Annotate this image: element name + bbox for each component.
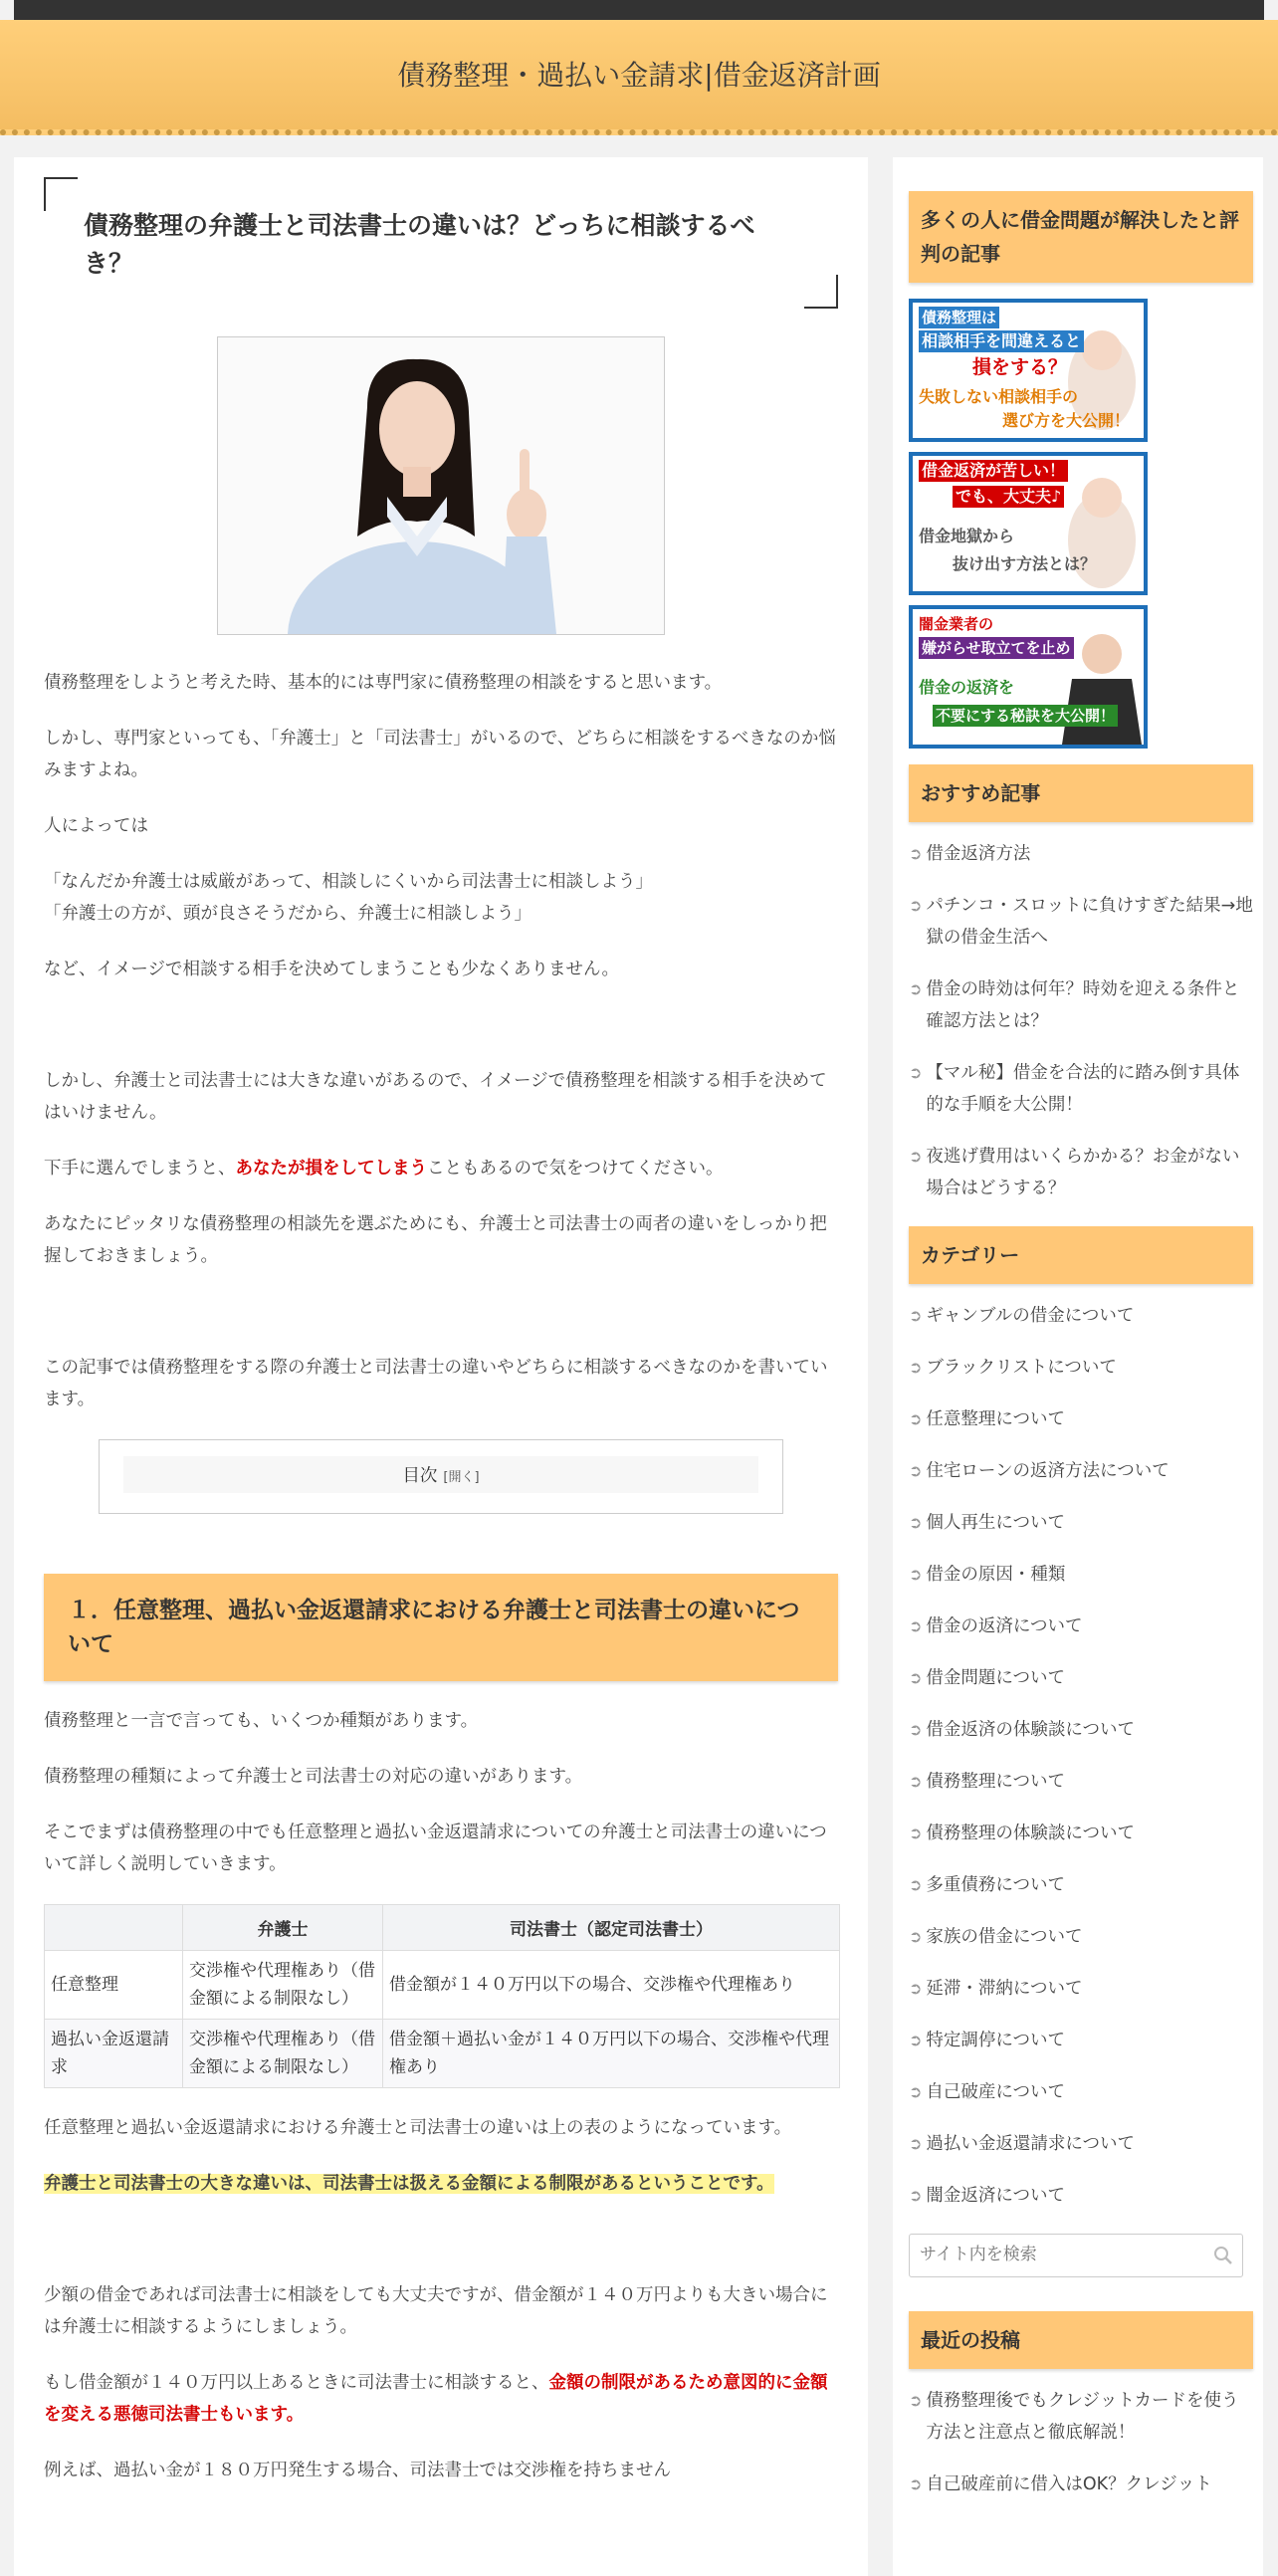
woman-pointing-image bbox=[218, 337, 664, 634]
paragraph: しかし、専門家といっても、「弁護士」と「司法書士」がいるので、どちらに相談をするべきなのか悩みますよね。 bbox=[44, 729, 836, 780]
paragraph: 債務整理と一言で言っても、いくつか種類があります。 bbox=[44, 1711, 479, 1731]
recommended-link[interactable]: 夜逃げ費用はいくらかかる？お金がない場合はどうする？ bbox=[926, 1147, 1240, 1198]
category-link[interactable]: ブラックリストについて bbox=[926, 1358, 1117, 1378]
sidebar-heading-recent: 最近の投稿 bbox=[909, 2311, 1253, 2369]
recent-post-link[interactable]: 自己破産前に借入はOK？クレジット bbox=[926, 2474, 1212, 2494]
recommended-item[interactable] bbox=[909, 838, 1253, 870]
paragraph: 少額の借金であれば司法書士に相談をしても大丈夫ですが、借金額が１４０万円よりも大きい場合には弁護士に相談するようにしましょう。 bbox=[44, 2285, 828, 2337]
recommended-list bbox=[909, 838, 1253, 1204]
chevron-right-icon: ➲ bbox=[909, 1063, 923, 1082]
banner-text: 失敗しない相談相手の bbox=[919, 387, 1079, 406]
recent-post-link[interactable]: 債務整理後でもクレジットカードを使う方法と注意点と徹底解説！ bbox=[926, 2391, 1239, 2443]
category-item[interactable] bbox=[909, 2076, 1253, 2108]
category-item[interactable] bbox=[909, 1921, 1253, 1953]
paragraph: この記事では債務整理をする際の弁護士と司法書士の違いやどちらに相談するべきなのかを書いています。 bbox=[44, 1358, 828, 1409]
title-corner-bottom-right bbox=[804, 275, 838, 309]
article-title-box bbox=[44, 177, 838, 309]
category-link[interactable]: 闇金返済について bbox=[926, 2186, 1066, 2206]
banner-text: 相談相手を間違えると bbox=[919, 330, 1084, 352]
table-cell: 借金額＋過払い金が１４０万円以下の場合、交渉権や代理権あり bbox=[383, 2020, 840, 2088]
category-item[interactable] bbox=[909, 1869, 1253, 1901]
chevron-right-icon: ➲ bbox=[909, 2134, 923, 2153]
table-of-contents bbox=[99, 1439, 783, 1514]
banner-text: 嫌がらせ取立てを止め bbox=[919, 637, 1074, 659]
chevron-right-icon: ➲ bbox=[909, 2186, 923, 2205]
recommended-item[interactable] bbox=[909, 1057, 1253, 1121]
paragraph: 債務整理をしようと考えた時、基本的には専門家に債務整理の相談をすると思います。 bbox=[44, 673, 723, 693]
table-row bbox=[45, 2020, 840, 2088]
chevron-right-icon: ➲ bbox=[909, 1720, 923, 1739]
banner-ad-consult[interactable] bbox=[909, 299, 1148, 442]
chevron-right-icon: ➲ bbox=[909, 1565, 923, 1584]
sidebar bbox=[893, 157, 1263, 2576]
recommended-link[interactable]: パチンコ・スロットに負けすぎた結果→地獄の借金生活へ bbox=[926, 896, 1253, 948]
paragraph: 人によっては bbox=[44, 816, 148, 836]
chevron-right-icon: ➲ bbox=[909, 1875, 923, 1894]
paragraph: など、イメージで相談する相手を決めてしまうことも少なくありません。 bbox=[44, 960, 620, 979]
category-item[interactable] bbox=[909, 1662, 1253, 1694]
category-link[interactable]: 債務整理の体験談について bbox=[926, 1824, 1136, 1843]
category-item[interactable] bbox=[909, 1973, 1253, 2005]
comparison-table bbox=[44, 1904, 840, 2088]
red-emphasis: あなたが損をしてしまう bbox=[235, 1159, 427, 1179]
chevron-right-icon: ➲ bbox=[909, 2031, 923, 2049]
banner-text: 不要にする秘訣を大公開！ bbox=[933, 705, 1118, 727]
category-item[interactable] bbox=[909, 2025, 1253, 2056]
category-item[interactable] bbox=[909, 1352, 1253, 1384]
recommended-link[interactable]: 借金の時効は何年？時効を迎える条件と確認方法とは？ bbox=[926, 979, 1240, 1031]
banner-text: 借金返済が苦しい！ bbox=[919, 460, 1068, 482]
toc-toggle-link[interactable]: [開く] bbox=[443, 1470, 480, 1485]
category-item[interactable] bbox=[909, 1766, 1253, 1798]
paragraph: 任意整理と過払い金返還請求における弁護士と司法書士の違いは上の表のようになっています。 bbox=[44, 2118, 792, 2138]
chevron-right-icon: ➲ bbox=[909, 979, 923, 998]
recommended-link[interactable]: 【マル秘】借金を合法的に踏み倒す具体的な手順を大公開！ bbox=[926, 1063, 1240, 1115]
table-header: 弁護士 bbox=[183, 1905, 383, 1951]
paragraph: しかし、弁護士と司法書士には大きな違いがあるので、イメージで債務整理を相談する相手を決めてはいけません。 bbox=[44, 1071, 827, 1123]
table-header-row bbox=[45, 1905, 840, 1951]
category-item[interactable] bbox=[909, 1610, 1253, 1642]
chevron-right-icon: ➲ bbox=[909, 1824, 923, 1842]
top-bar bbox=[14, 0, 1264, 20]
chevron-right-icon: ➲ bbox=[909, 2391, 923, 2410]
banner-ad-repayment[interactable] bbox=[909, 452, 1148, 595]
quote-paragraph bbox=[44, 866, 838, 930]
banner-text: 選び方を大公開！ bbox=[1002, 411, 1131, 430]
banner-text: 闇金業者の bbox=[919, 615, 994, 633]
category-link[interactable]: 借金返済の体験談について bbox=[926, 1720, 1136, 1740]
quote-line: 「なんだか弁護士は威厳があって、相談しにくいから司法書士に相談しよう」 bbox=[44, 872, 653, 892]
chevron-right-icon: ➲ bbox=[909, 1358, 923, 1377]
chevron-right-icon: ➲ bbox=[909, 1409, 923, 1428]
chevron-right-icon: ➲ bbox=[909, 844, 923, 863]
table-header bbox=[45, 1905, 183, 1951]
toc-label: 目次 bbox=[402, 1466, 438, 1486]
category-item[interactable] bbox=[909, 1507, 1253, 1539]
recommended-item[interactable] bbox=[909, 973, 1253, 1037]
article bbox=[14, 157, 868, 2486]
text-span: 下手に選んでしまうと、 bbox=[44, 1159, 236, 1179]
paragraph: あなたにピッタリな債務整理の相談先を選ぶためにも、弁護士と司法書士の両者の違いをしっかり把握しておきましょう。 bbox=[44, 1214, 827, 1266]
site-search bbox=[909, 2234, 1243, 2277]
recent-posts-list bbox=[909, 2385, 1253, 2500]
recommended-item[interactable] bbox=[909, 890, 1253, 954]
banner-text: でも、大丈夫♪ bbox=[953, 486, 1064, 508]
banner-ad-yamikin[interactable] bbox=[909, 605, 1148, 749]
banner-text: 借金地獄から bbox=[919, 527, 1015, 545]
category-item[interactable] bbox=[909, 2128, 1253, 2160]
sidebar-heading-recommended: おすすめ記事 bbox=[909, 764, 1253, 822]
category-link[interactable]: 過払い金返還請求について bbox=[926, 2134, 1136, 2154]
text-span: もし借金額が１４０万円以上あるときに司法書士に相談すると、 bbox=[44, 2373, 549, 2393]
chevron-right-icon: ➲ bbox=[909, 1772, 923, 1791]
chevron-right-icon: ➲ bbox=[909, 1668, 923, 1687]
section-heading: １．任意整理、過払い金返還請求における弁護士と司法書士の違いについて bbox=[44, 1574, 838, 1681]
chevron-right-icon: ➲ bbox=[909, 2082, 923, 2101]
paragraph bbox=[44, 2367, 838, 2431]
article-photo bbox=[217, 336, 665, 635]
table-cell: 任意整理 bbox=[45, 1951, 183, 2020]
paragraph: 債務整理の種類によって弁護士と司法書士の対応の違いがあります。 bbox=[44, 1767, 583, 1787]
banner-text: 借金の返済を bbox=[919, 678, 1015, 697]
category-list bbox=[909, 1300, 1253, 2212]
category-link[interactable]: 任意整理について bbox=[926, 1409, 1066, 1429]
chevron-right-icon: ➲ bbox=[909, 1306, 923, 1325]
text-span: こともあるので気をつけてください。 bbox=[427, 1159, 724, 1179]
chevron-right-icon: ➲ bbox=[909, 1147, 923, 1166]
search-icon[interactable] bbox=[1212, 2245, 1234, 2266]
banner-text: 損をする？ bbox=[972, 356, 1068, 378]
recent-post-item[interactable] bbox=[909, 2385, 1253, 2449]
red-emphasis: 金額の制限があるため意図的に金額を変える悪徳司法書士もいます。 bbox=[44, 2373, 828, 2425]
site-header bbox=[0, 20, 1278, 135]
category-link[interactable]: 延滞・滞納について bbox=[926, 1979, 1083, 1999]
category-link[interactable]: 多重債務について bbox=[926, 1875, 1066, 1895]
category-link[interactable]: 借金の返済について bbox=[926, 1616, 1083, 1636]
banner-text: 抜け出す方法とは？ bbox=[953, 554, 1097, 573]
chevron-right-icon: ➲ bbox=[909, 1979, 923, 1998]
chevron-right-icon: ➲ bbox=[909, 1616, 923, 1635]
site-title[interactable]: 債務整理・過払い金請求|借金返済計画 bbox=[397, 59, 881, 92]
main-content bbox=[14, 157, 868, 2576]
sidebar-heading-category: カテゴリー bbox=[909, 1226, 1253, 1284]
highlighted-text: 弁護士と司法書士の大きな違いは、司法書士は扱える金額による制限があるということです。 bbox=[44, 2174, 774, 2194]
table-cell: 借金額が１４０万円以下の場合、交渉権や代理権あり bbox=[383, 1951, 840, 2020]
paragraph bbox=[44, 1153, 838, 1184]
chevron-right-icon: ➲ bbox=[909, 1461, 923, 1480]
category-link[interactable]: 家族の借金について bbox=[926, 1927, 1083, 1947]
category-link[interactable]: 債務整理について bbox=[926, 1772, 1066, 1792]
table-row bbox=[45, 1951, 840, 2020]
article-title: 債務整理の弁護士と司法書士の違いは？どっちに相談するべき？ bbox=[84, 211, 755, 278]
search-input[interactable] bbox=[910, 2235, 1218, 2274]
table-header: 司法書士（認定司法書士） bbox=[383, 1905, 840, 1951]
paragraph: そこでまずは債務整理の中でも任意整理と過払い金返還請求についての弁護士と司法書士の違いについて詳しく説明していきます。 bbox=[44, 1823, 827, 1874]
category-item[interactable] bbox=[909, 2180, 1253, 2212]
recent-post-item[interactable] bbox=[909, 2469, 1253, 2500]
chevron-right-icon: ➲ bbox=[909, 2474, 923, 2493]
toc-header bbox=[123, 1456, 758, 1493]
title-corner-top-left bbox=[44, 177, 78, 211]
category-item[interactable] bbox=[909, 1818, 1253, 1849]
banner-text: 債務整理は bbox=[919, 307, 999, 328]
chevron-right-icon: ➲ bbox=[909, 1927, 923, 1946]
table-cell: 交渉権や代理権あり（借金額による制限なし） bbox=[183, 1951, 383, 2020]
category-link[interactable]: 借金の原因・種類 bbox=[926, 1565, 1066, 1585]
category-link[interactable]: 特定調停について bbox=[926, 2031, 1066, 2050]
category-item[interactable] bbox=[909, 1403, 1253, 1435]
category-link[interactable]: 借金問題について bbox=[926, 1668, 1066, 1688]
paragraph: 例えば、過払い金が１８０万円発生する場合、司法書士では交渉権を持ちません bbox=[44, 2461, 671, 2480]
recommended-link[interactable]: 借金返済方法 bbox=[926, 844, 1031, 864]
category-item[interactable] bbox=[909, 1559, 1253, 1591]
category-link[interactable]: 個人再生について bbox=[926, 1513, 1066, 1533]
category-item[interactable] bbox=[909, 1455, 1253, 1487]
chevron-right-icon: ➲ bbox=[909, 896, 923, 915]
table-cell: 過払い金返還請求 bbox=[45, 2020, 183, 2088]
paragraph bbox=[44, 2168, 838, 2200]
recommended-item[interactable] bbox=[909, 1141, 1253, 1204]
category-link[interactable]: ギャンブルの借金について bbox=[926, 1306, 1135, 1326]
category-link[interactable]: 自己破産について bbox=[926, 2082, 1066, 2102]
sidebar-heading-popular: 多くの人に借金問題が解決したと評判の記事 bbox=[909, 191, 1253, 283]
table-cell: 交渉権や代理権あり（借金額による制限なし） bbox=[183, 2020, 383, 2088]
chevron-right-icon: ➲ bbox=[909, 1513, 923, 1532]
quote-line: 「弁護士の方が、頭が良さそうだから、弁護士に相談しよう」 bbox=[44, 904, 532, 924]
category-item[interactable] bbox=[909, 1300, 1253, 1332]
category-item[interactable] bbox=[909, 1714, 1253, 1746]
category-link[interactable]: 住宅ローンの返済方法について bbox=[926, 1461, 1170, 1481]
